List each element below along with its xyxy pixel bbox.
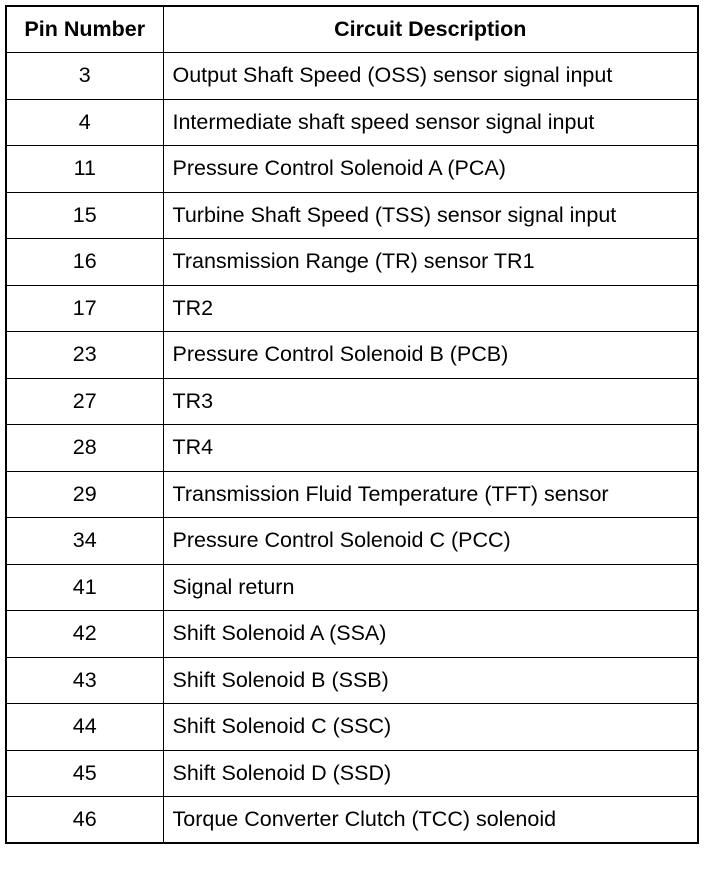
circuit-description-cell: Intermediate shaft speed sensor signal input: [163, 99, 698, 146]
pin-number-cell: 3: [6, 53, 163, 100]
pin-number-cell: 17: [6, 285, 163, 332]
table-row: [6, 239, 698, 286]
circuit-description-cell: Turbine Shaft Speed (TSS) sensor signal input: [163, 192, 698, 239]
circuit-description-cell: Transmission Range (TR) sensor TR1: [163, 239, 698, 286]
pin-number-cell: 34: [6, 518, 163, 565]
table-row: [6, 332, 698, 379]
table-body: [6, 53, 698, 844]
table-row: [6, 471, 698, 518]
pin-number-cell: 43: [6, 657, 163, 704]
circuit-description-cell: TR3: [163, 378, 698, 425]
pin-number-cell: 28: [6, 425, 163, 472]
pin-number-cell: 44: [6, 704, 163, 751]
table-row: [6, 518, 698, 565]
table-row: [6, 611, 698, 658]
pin-number-cell: 15: [6, 192, 163, 239]
circuit-description-cell: Pressure Control Solenoid B (PCB): [163, 332, 698, 379]
header-row: [6, 6, 698, 53]
table-row: [6, 564, 698, 611]
table-row: [6, 425, 698, 472]
pin-number-cell: 42: [6, 611, 163, 658]
circuit-description-cell: Shift Solenoid B (SSB): [163, 657, 698, 704]
circuit-description-cell: TR2: [163, 285, 698, 332]
table-row: [6, 53, 698, 100]
pin-number-cell: 45: [6, 750, 163, 797]
table-row: [6, 285, 698, 332]
pin-number-cell: 23: [6, 332, 163, 379]
table-row: [6, 750, 698, 797]
table-row: [6, 146, 698, 193]
pin-number-cell: 41: [6, 564, 163, 611]
table-row: [6, 657, 698, 704]
table-row: [6, 704, 698, 751]
pin-number-cell: 46: [6, 797, 163, 844]
pin-number-cell: 16: [6, 239, 163, 286]
circuit-description-header: Circuit Description: [163, 6, 698, 53]
circuit-description-cell: Torque Converter Clutch (TCC) solenoid: [163, 797, 698, 844]
table-header: [6, 6, 698, 53]
pin-number-header: Pin Number: [6, 6, 163, 53]
circuit-description-cell: Output Shaft Speed (OSS) sensor signal input: [163, 53, 698, 100]
table-row: [6, 192, 698, 239]
table-row: [6, 378, 698, 425]
pin-number-cell: 29: [6, 471, 163, 518]
pin-number-cell: 27: [6, 378, 163, 425]
circuit-description-cell: Pressure Control Solenoid A (PCA): [163, 146, 698, 193]
circuit-description-cell: Shift Solenoid C (SSC): [163, 704, 698, 751]
circuit-description-cell: Shift Solenoid A (SSA): [163, 611, 698, 658]
circuit-description-cell: TR4: [163, 425, 698, 472]
table-row: [6, 797, 698, 844]
circuit-description-cell: Shift Solenoid D (SSD): [163, 750, 698, 797]
pin-circuit-table: [5, 5, 699, 844]
circuit-description-cell: Signal return: [163, 564, 698, 611]
table-row: [6, 99, 698, 146]
circuit-description-cell: Pressure Control Solenoid C (PCC): [163, 518, 698, 565]
pin-number-cell: 11: [6, 146, 163, 193]
circuit-description-cell: Transmission Fluid Temperature (TFT) sensor: [163, 471, 698, 518]
pin-number-cell: 4: [6, 99, 163, 146]
